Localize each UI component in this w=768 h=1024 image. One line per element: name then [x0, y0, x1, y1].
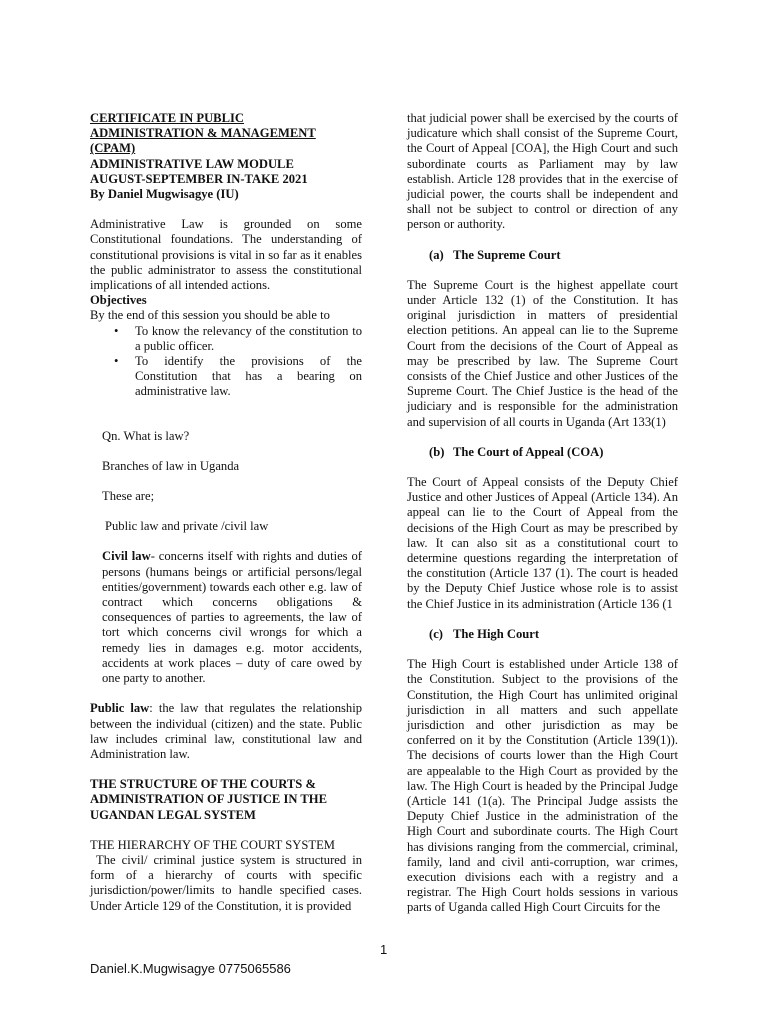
section-label: (c) — [429, 626, 443, 641]
objectives-heading: Objectives — [90, 293, 147, 308]
header-line-4: ADMINISTRATIVE LAW MODULE — [90, 156, 294, 171]
civil-law-paragraph — [90, 549, 362, 686]
supreme-court-heading — [429, 248, 678, 263]
public-law-paragraph — [90, 701, 362, 762]
structure-heading: THE STRUCTURE OF THE COURTS & ADMINISTRATION OF JUSTICE IN THE UGANDAN LEGAL SYSTEM — [90, 777, 327, 822]
objectives-list — [90, 324, 362, 400]
judicial-power-paragraph: that judicial power shall be exercised by the courts of judicature which shall consist of the Supreme Court, the Court of Appeal [COA], the High Court and such subordinate courts as Parliament may by law establish. Article 128 provides that in the exercise of judicial power, the courts shall be independent and shall not be subject to control or direction of any person or authority. — [407, 111, 678, 232]
header-line-5: AUGUST-SEPTEMBER IN-TAKE 2021 — [90, 171, 308, 186]
court-of-appeal-heading — [429, 445, 678, 460]
left-column — [90, 111, 362, 914]
header-author: By Daniel Mugwisagye (IU) — [90, 187, 239, 202]
section-label: (a) — [429, 247, 444, 262]
section-title: The Supreme Court — [453, 247, 561, 262]
high-court-heading — [429, 627, 678, 642]
header-line-2: ADMINISTRATION & MANAGEMENT — [90, 126, 316, 141]
objective-text: To know the relevancy of the constitution to a public officer. — [135, 323, 362, 353]
public-private-line: Public law and private /civil law — [105, 519, 269, 534]
question-line: Qn. What is law? — [102, 428, 190, 443]
header-line-1: CERTIFICATE IN PUBLIC — [90, 111, 244, 125]
public-law-term: Public law — [90, 701, 150, 716]
objective-item — [114, 323, 362, 354]
right-column — [407, 111, 678, 916]
hierarchy-heading: THE HIERARCHY OF THE COURT SYSTEM — [90, 837, 335, 852]
objective-text: To identify the provisions of the Constitution that has a bearing on administrative law. — [135, 354, 362, 399]
section-title: The High Court — [453, 626, 540, 641]
public-law-text: : the law that regulates the relationship between the individual (citizen) and the state. Public law includes criminal law, constitutional law and Administration law. — [90, 701, 362, 761]
bullet-icon: • — [114, 323, 119, 338]
bullet-icon: • — [114, 354, 119, 369]
page-number: 1 — [380, 942, 388, 957]
civil-law-text: - concerns itself with rights and duties of persons (humans beings or artificial persons/legal entities/government) towards each other e.g. law of contract which concerns obligations & consequences of parties to agreements, the law of tort which concerns civil wrongs for which a remedy lies in damages e.g. motor accidents, accidents at work places – duty of care owed by one party to another. — [102, 549, 362, 686]
intro-paragraph: Administrative Law is grounded on some Constitutional foundations. The understanding of constitutional provisions is vital in so far as it enables the public administrator to assess the constitutional implications of all intended actions. — [90, 217, 362, 293]
high-court-paragraph: The High Court is established under Article 138 of the Constitution. Subject to the provisions of the Constitution, the High Court has unlimited original jurisdiction in all matters and such appellate jurisdiction and other jurisdiction as may be conferred on it by the Constitution (Article 139(1)). The decisions of courts lower than the High Court are appealable to the High Court as provided by the law. The High Court is headed by the Principal Judge (Article 141 (1(a). The Principal Judge assists the Deputy Chief Justice in the administration of the High Court and subordinate courts. The High Court has divisions ranging from the commercial, criminal, family, land and civil anti-corruption, war crimes, execution divisions each with a registry and a registrar. The High Court holds sessions in various parts of Uganda called High Court Circuits for the — [407, 657, 678, 915]
section-title: The Court of Appeal (COA) — [453, 444, 604, 459]
header-line-3: (CPAM) — [90, 141, 136, 156]
branches-line: Branches of law in Uganda — [102, 458, 240, 473]
court-of-appeal-paragraph: The Court of Appeal consists of the Deputy Chief Justice and other Justices of Appeal (Article 134). An appeal can lie to the Court of Appeal from the decisions of the High Court as may be prescribed by law. It can also sit as a constitutional court to determine questions regarding the interpretation of the constitution (Article 137 (1). The court is headed by the Deputy Chief Justice whose role is to assist the Chief Justice in its administration (Article 136 (1 — [407, 475, 678, 611]
these-are-line: These are; — [102, 489, 155, 504]
objective-item — [114, 354, 362, 400]
hierarchy-paragraph: The civil/ criminal justice system is structured in form of a hierarchy of courts with specific jurisdiction/power/limits to handle specified cases. Under Article 129 of the Constitution, it is provided — [90, 852, 362, 913]
document-header — [90, 111, 362, 202]
section-label: (b) — [429, 444, 445, 459]
objectives-lead: By the end of this session you should be able to — [90, 308, 330, 323]
supreme-court-paragraph: The Supreme Court is the highest appellate court under Article 132 (1) of the Constitution. It has original jurisdiction in matters of presidential election petitions. An appeal can lie to the Supreme Court from the decisions of the Court of Appeal as may be prescribed by law. The Supreme Court consists of the Chief Justice and other Justices of the Supreme Court. The Chief Justice is the head of the judiciary and is responsible for the administration and supervision of all courts in Uganda (Art 133(1) — [407, 277, 678, 429]
page-footer: Daniel.K.Mugwisagye 0775065586 — [90, 961, 291, 976]
civil-law-term: Civil law — [102, 549, 151, 564]
